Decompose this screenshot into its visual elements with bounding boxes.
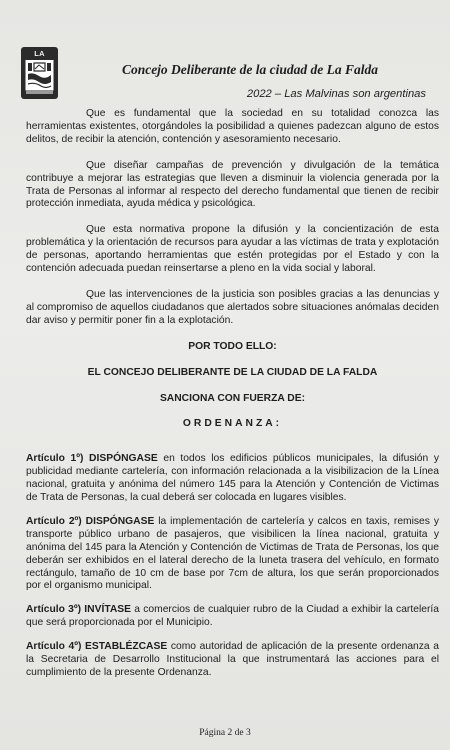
article-title: Artículo 4º) ESTABLÉZCASE (26, 641, 168, 653)
article-text: la implementación de cartelería y calcos en taxis, remises y transporte público urbano de pasajeros, que visibilicen la línea nacional, gratuita y anónima del 145 para la Atención y Contención de Victimas de Trata de Personas, los que deberán ser exhibidos en el lateral derecho de la luneta trasera del vehículo, en formato rectángulo, tamaño de 10 cm de base por 7cm de altura, los que serán proporcionados por el organismo municipal. (26, 515, 439, 592)
heading-ordenanza: ORDENANZA: (182, 418, 283, 430)
municipal-logo (21, 47, 58, 99)
article-1 (26, 453, 439, 505)
article-3 (26, 604, 439, 630)
heading-sanciona: SANCIONA CON FUERZA DE: (159, 392, 306, 404)
article-text: como autoridad de aplicación de la presente ordenanza a la Secretaria de Desarrollo Institucional la que instrumentará las acciones para el cumplimiento de la presente Ordenanza. (26, 641, 439, 678)
article-4 (26, 641, 439, 680)
logo-text: LA (34, 49, 45, 58)
article-title: Artículo 3º) INVÍTASE (26, 604, 132, 616)
heading-por-todo: POR TODO ELLO: (188, 340, 277, 352)
paragraph: Que diseñar campañas de prevención y divulgación de la temática contribuye a mejorar las estrategias que lleven a disminuir la violencia generada por la Trata de Personas al informar al respecto del derecho fundamental que tienen de recibir protección inmediata, ayuda médica y psicológica. (26, 159, 439, 210)
paragraph: Que las intervenciones de la justicia son posibles gracias a las denuncias y al compromiso de aquellos ciudadanos que alertados sobre situaciones anómalas deciden dar aviso y permitir poner fin a la explotación. (26, 288, 439, 326)
paragraph: Que es fundamental que la sociedad en su totalidad conozca las herramientas existentes, otorgándoles la posibilidad a quienes padezcan alguno de estos delitos, de recibir la atención, contención y asesoramiento necesario. (26, 108, 439, 145)
document-body (26, 108, 439, 691)
year-motto: 2022 – Las Malvinas son argentinas (246, 88, 426, 100)
article-title: Artículo 1º) DISPÓNGASE (26, 453, 158, 465)
article-text: a comercios de cualquier rubro de la Ciudad a exhibir la cartelería que será proporcionada por el Municipio. (26, 604, 439, 629)
article-2 (26, 516, 439, 593)
coat-of-arms-icon (25, 60, 54, 96)
document-header: Concejo Deliberante de la ciudad de La Falda (121, 62, 379, 77)
article-text: en todos los edificios públicos municipales, la difusión y publicidad mediante cartelería, con información relacionada a la visibilizacion de la Línea nacional, gratuita y anónima del número 145 para la Atención y Contención de Victimas de Trata de Personas, la cual deberá ser colocada en lugares visibles. (26, 453, 440, 504)
heading-concejo: EL CONCEJO DELIBERANTE DE LA CIUDAD DE LA FALDA (87, 366, 378, 378)
page-number: Página 2 de 3 (199, 728, 251, 738)
article-title: Artículo 2º) DISPÓNGASE (26, 515, 155, 527)
paragraph: Que esta normativa propone la difusión y la concientización de esta problemática y la orientación de recursos para ayudar a las víctimas de trata y explotación de personas, aportando herramientas que estén protegidas por el Estado y con la contención adecuada puedan reinsertarse a pleno en la vida social y laboral. (26, 224, 439, 275)
